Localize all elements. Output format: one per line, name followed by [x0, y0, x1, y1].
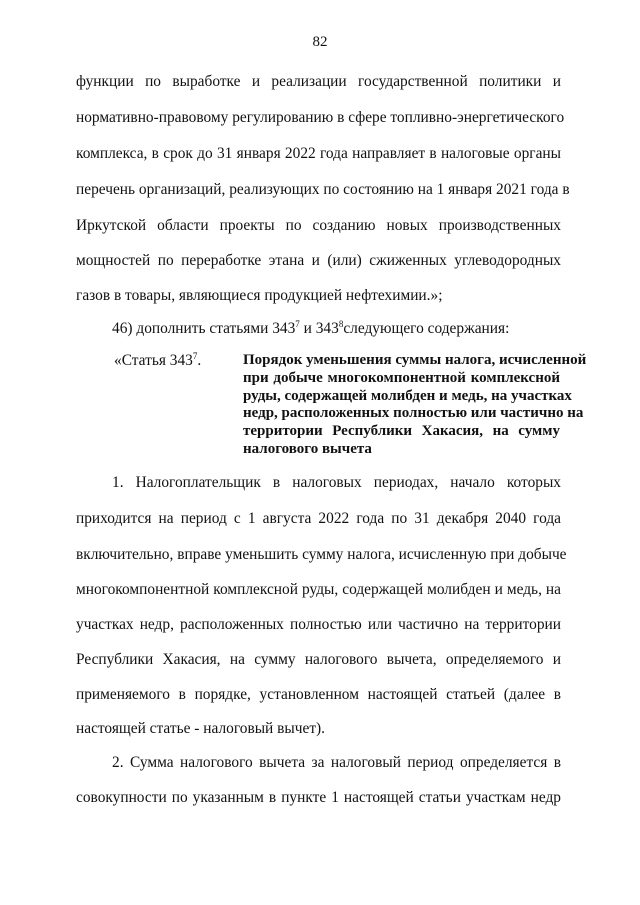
item-46-middle: и 343: [299, 320, 339, 337]
text-line: включительно, вправе уменьшить сумму налога, исчисленную при добыче: [76, 546, 567, 563]
article-label-prefix: «Статья 343: [114, 352, 193, 369]
article-title-line: Порядок уменьшения суммы налога, исчисленной: [243, 352, 587, 368]
text-line: Республики Хакасия, на сумму налогового вычета, определяемого и: [76, 651, 561, 668]
article-title-line: при добыче многокомпонентной комплексной: [243, 369, 560, 386]
item-46-prefix: 46) дополнить статьями 343: [112, 320, 296, 337]
article-label-suffix: .: [197, 352, 202, 369]
text-line: функции по выработке и реализации государственной политики и: [76, 73, 561, 90]
text-line: совокупности по указанным в пункте 1 настоящей статьи участкам недр: [76, 789, 561, 806]
item-46-suffix: следующего содержания:: [343, 320, 510, 337]
article-title: [243, 352, 587, 459]
text-line: настоящей статье - налоговый вычет).: [76, 720, 326, 737]
article-title-line: недр, расположенных полностью или частично на: [243, 405, 584, 422]
text-line: приходится на период с 1 августа 2022 года по 31 декабря 2040 года: [76, 510, 561, 527]
page-number: 82: [312, 34, 328, 50]
article-title-line: руды, содержащей молибден и медь, на участках: [243, 387, 572, 404]
text-line: газов в товары, являющиеся продукцией нефтехимии.»;: [76, 287, 443, 304]
article-title-line: территории Республики Хакасия, на сумму: [243, 423, 560, 440]
text-line: 1. Налогоплательщик в налоговых периодах, начало которых: [112, 474, 561, 491]
text-line: нормативно-правовому регулированию в сфере топливно-энергетического: [76, 109, 565, 126]
text-line: перечень организаций, реализующих по состоянию на 1 января 2021 года в: [76, 181, 570, 198]
article-label-sup: 7: [192, 350, 198, 361]
text-line: 2. Сумма налогового вычета за налоговый период определяется в: [112, 754, 561, 771]
text-line: многокомпонентной комплексной руды, содержащей молибден и медь, на: [76, 581, 561, 598]
article-title-line: налогового вычета: [243, 440, 372, 457]
item-46-sup-1: 7: [295, 318, 300, 329]
text-line: применяемого в порядке, установленном настоящей статьей (далее в: [76, 686, 561, 703]
text-line: Иркутской области проекты по созданию новых производственных: [76, 217, 561, 234]
article-label: [114, 352, 201, 370]
item-46-line: [112, 320, 561, 338]
text-line: мощностей по переработке этана и (или) сжиженных углеводородных: [76, 252, 561, 269]
text-line: участках недр, расположенных полностью или частично на территории: [76, 616, 561, 633]
text-line: комплекса, в срок до 31 января 2022 года направляет в налоговые органы: [76, 145, 561, 162]
item-46-sup-2: 8: [338, 318, 344, 329]
